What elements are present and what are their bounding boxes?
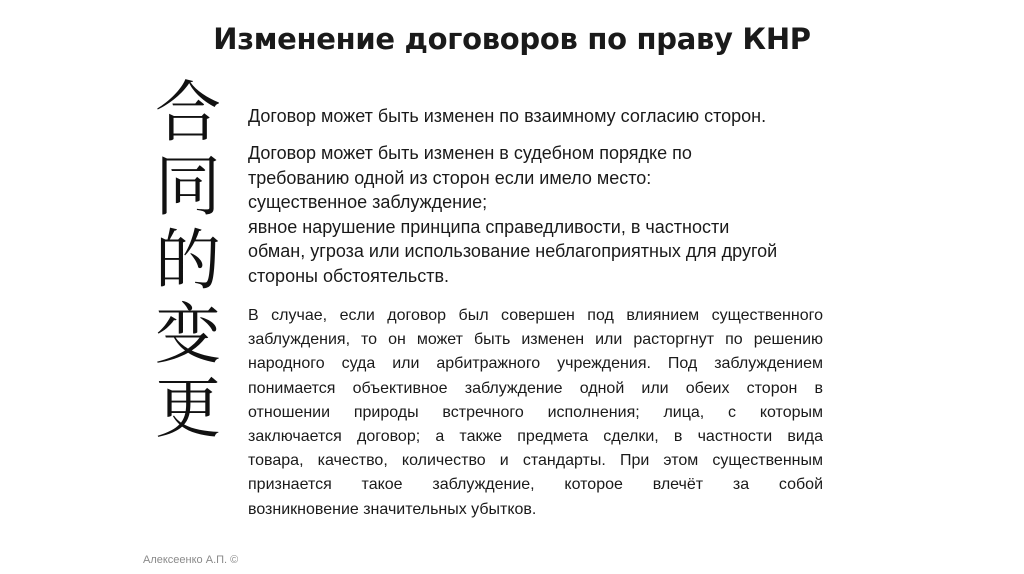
text-line: требованию одной из сторон если имело место: xyxy=(248,167,652,188)
text-line: заблуждения, то он может быть изменен или расторгнут по решению xyxy=(248,331,823,349)
text-line: возникновение значительных убытков. xyxy=(248,500,537,518)
slide-title: Изменение договоров по праву КНР xyxy=(213,22,811,56)
text-line: стороны обстоятельств. xyxy=(248,265,450,286)
text-line: заключается договор; а также предмета сделки, в частности вида xyxy=(248,428,823,446)
text-line: товара, качество, количество и стандарты. При этом существенным xyxy=(248,452,823,470)
author-footer: Алексеенко А.П. © xyxy=(143,554,239,566)
text-line: существенное заблуждение; xyxy=(248,192,488,212)
hanzi-char: 变 xyxy=(155,296,221,373)
paragraph-misconception xyxy=(248,304,823,522)
text-line: обман, угроза или использование неблагоприятных для другой xyxy=(248,241,778,261)
text-line: признается такое заблуждение, которое влечёт за собой xyxy=(248,476,823,494)
text-line: понимается объективное заблуждение одной или обеих сторон в xyxy=(248,379,823,397)
text-line: отношении природы встречного исполнения; лица, с которым xyxy=(248,403,823,421)
text-line: Договор может быть изменен в судебном порядке по xyxy=(248,143,692,163)
paragraph-mutual-consent: Договор может быть изменен по взаимному согласию сторон. xyxy=(248,106,767,126)
hanzi-char: 更 xyxy=(155,370,221,447)
hanzi-char: 合 xyxy=(155,74,221,151)
hanzi-char: 的 xyxy=(155,222,221,299)
text-line: народного суда или арбитражного учреждения. Под заблуждением xyxy=(248,355,823,373)
text-line: явное нарушение принципа справедливости, в частности xyxy=(248,216,730,237)
vertical-chinese-title xyxy=(150,76,226,446)
hanzi-char: 同 xyxy=(155,148,221,225)
paragraph-judicial-change xyxy=(248,141,848,288)
text-line: В случае, если договор был совершен под влиянием существенного xyxy=(248,307,823,324)
